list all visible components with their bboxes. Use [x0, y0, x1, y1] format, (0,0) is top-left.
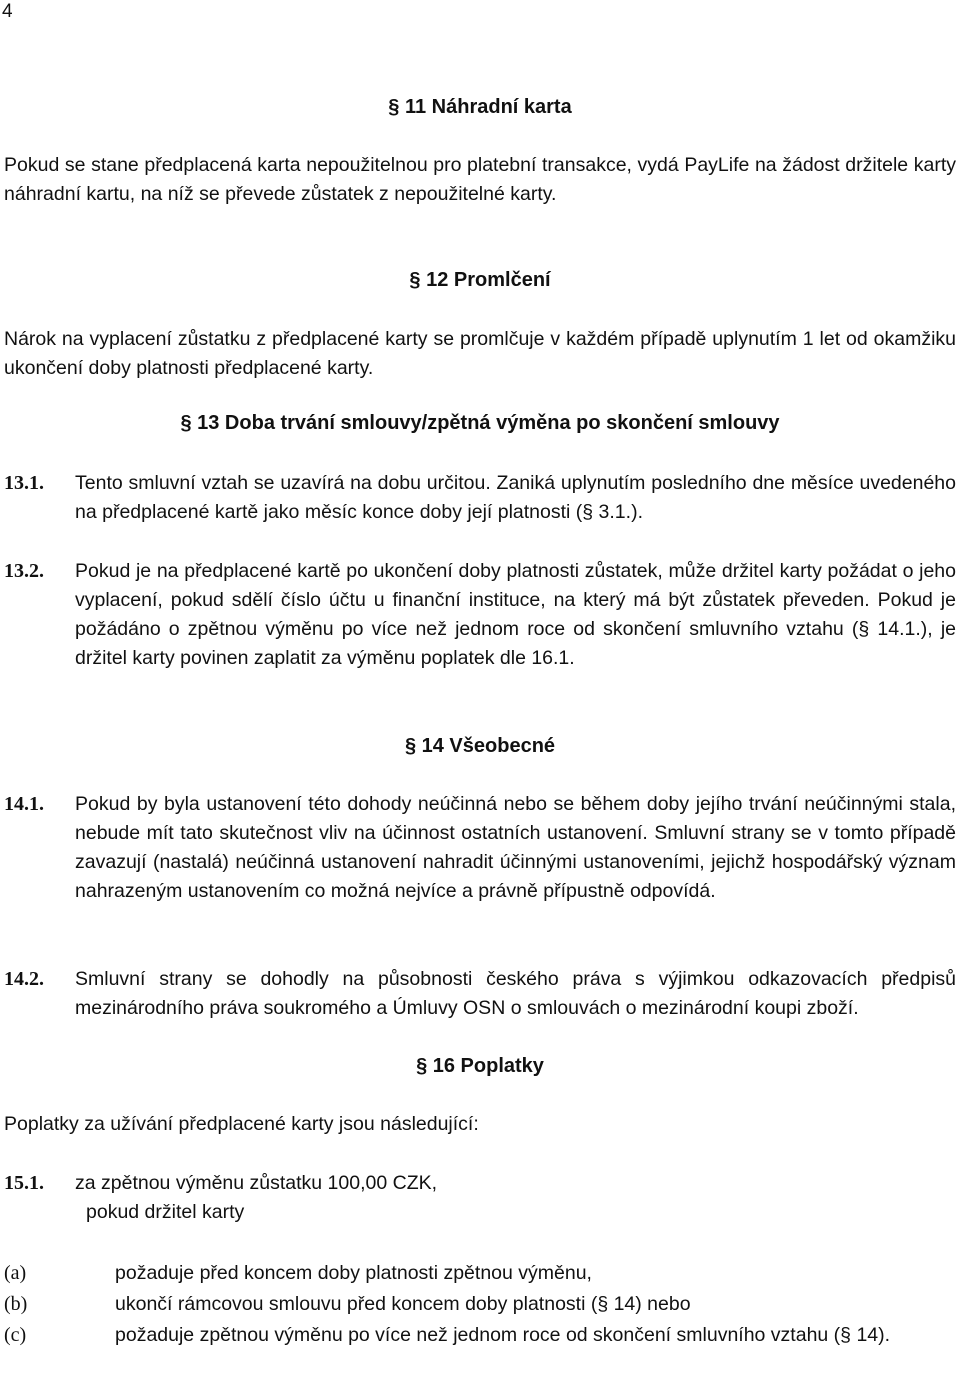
- list-item-text: požaduje před koncem doby platnosti zpětnou výměnu,: [115, 1262, 592, 1284]
- section-12-heading: § 12 Promlčení: [409, 269, 551, 291]
- section-13-heading: § 13 Doba trvání smlouvy/zpětná výměna po skončení smlouvy: [180, 412, 780, 434]
- list-item-letter: (c): [4, 1324, 27, 1346]
- clause-number: 13.2.: [4, 560, 44, 582]
- list-item-letter: (a): [4, 1262, 27, 1284]
- list-item-text: ukončí rámcovou smlouvu před koncem doby platnosti (§ 14) nebo: [115, 1293, 691, 1315]
- section-14-heading: § 14 Všeobecné: [404, 735, 556, 757]
- clause-text: Tento smluvní vztah se uzavírá na dobu určitou. Zaniká uplynutím posledního dne měsíce uvedeného na předplacené kartě jako měsíc konce doby její platnosti (§ 3.1.).: [75, 472, 956, 523]
- clause-text-line: pokud držitel karty: [86, 1201, 245, 1223]
- clause-text: Pokud by byla ustanovení této dohody neúčinná nebo se během doby jejího trvání neúčinnými stala, nebude mít tato skutečnost vliv na účinnost ostatních ustanovení. Smluvní strany se v tomto případě zavazují (nastalá) neúčinná ustanovení nahradit účinnými ustanoveními, jejichž hospodářský význam nahrazeným ustanovením co možná nejvíce a právně přípustně odpovídá.: [75, 793, 956, 902]
- section-16-heading: § 16 Poplatky: [416, 1055, 544, 1077]
- clause-number: 15.1.: [4, 1172, 44, 1194]
- clause-text-line: za zpětnou výměnu zůstatku 100,00 CZK,: [75, 1172, 438, 1194]
- clause-text: Smluvní strany se dohodly na působnosti českého práva s výjimkou odkazovacích předpisů mezinárodního práva soukromého a Úmluvy OSN o smlouvách o mezinárodní koupi zboží.: [75, 968, 956, 1019]
- page-number: 4: [2, 1, 13, 22]
- section-11-paragraph: Pokud se stane předplacená karta nepoužitelnou pro platební transakce, vydá PayLife na žádost držitele karty náhradní kartu, na níž se převede zůstatek z nepoužitelné karty.: [4, 154, 956, 205]
- list-item-text: požaduje zpětnou výměnu po více než jednom roce od skončení smluvního vztahu (§ 14).: [115, 1324, 891, 1346]
- clause-text: Pokud je na předplacené kartě po ukončení doby platnosti zůstatek, může držitel karty požádat o jeho vyplacení, pokud sdělí číslo účtu u finanční instituce, na který má být zůstatek převeden. Pokud je požádáno o zpětnou výměnu po více než jednom roce od skončení smluvního vztahu (§ 14.1.), je držitel karty povinen zaplatit za výměnu poplatek dle 16.1.: [75, 560, 956, 669]
- clause-number: 13.1.: [4, 472, 44, 494]
- section-16-intro: Poplatky za užívání předplacené karty jsou následující:: [4, 1113, 479, 1135]
- section-11-heading: § 11 Náhradní karta: [388, 96, 572, 118]
- list-item-letter: (b): [4, 1293, 28, 1315]
- section-12-paragraph: Nárok na vyplacení zůstatku z předplacené karty se promlčuje v každém případě uplynutím 1 let od okamžiku ukončení doby platnosti předplacené karty.: [4, 328, 956, 379]
- clause-number: 14.1.: [4, 793, 44, 815]
- clause-number: 14.2.: [4, 968, 44, 990]
